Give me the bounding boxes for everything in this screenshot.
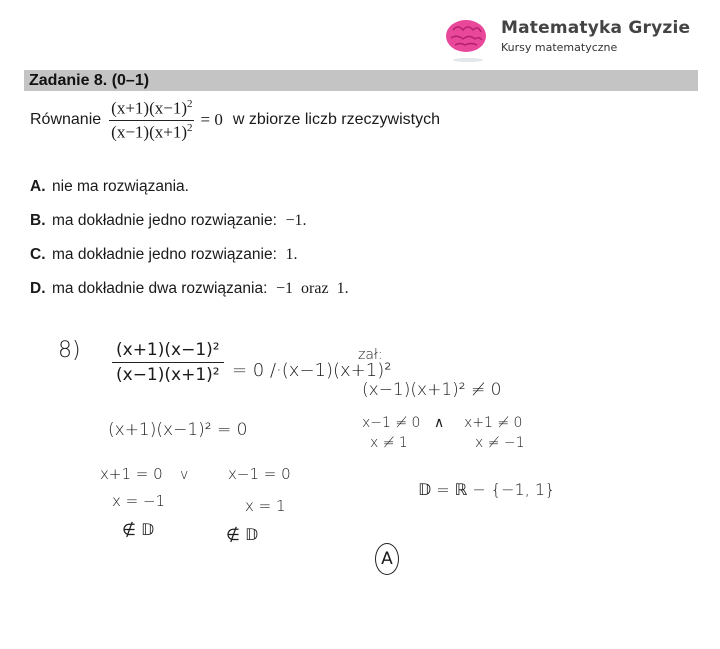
question-prefix: Równanie: [30, 111, 102, 129]
question-suffix: w zbiorze liczb rzeczywistych: [232, 111, 440, 129]
logo-title: Matematyka Gryzie: [501, 18, 691, 38]
case-right: x−1 = 0: [228, 465, 291, 483]
solution-multiply: = 0 /·(x−1)(x+1)²: [232, 360, 392, 381]
logo-subtitle: Kursy matematyczne: [501, 41, 618, 54]
question: [30, 98, 440, 142]
option-text: nie ma rozwiązania.: [52, 178, 189, 195]
not-in-domain-left: ∉ 𝔻: [122, 520, 155, 539]
option-a[interactable]: [30, 170, 349, 204]
brand-logo: [445, 18, 690, 54]
option-text: ma dokładnie jedno rozwiązanie:: [52, 246, 277, 263]
option-math: −1 oraz 1.: [276, 280, 349, 297]
option-text: ma dokładnie dwa rozwiązania:: [52, 280, 268, 297]
condition-left: x−1 ≠ 0: [362, 415, 421, 431]
solution-fraction: [112, 340, 224, 385]
equation-fraction: [109, 98, 194, 142]
solution-numerator: (x+1)(x−1)²: [112, 340, 224, 363]
option-text: ma dokładnie jedno rozwiązanie:: [52, 212, 277, 229]
domain-label: zał:: [358, 347, 383, 363]
brain-shadow: [453, 58, 483, 62]
task-header: Zadanie 8. (0–1): [24, 70, 698, 91]
equals-zero: = 0: [200, 110, 223, 130]
case-left-result: x = −1: [112, 492, 166, 510]
case-right-result: x = 1: [245, 497, 286, 515]
option-letter: D.: [30, 280, 46, 297]
simplified-equation: (x+1)(x−1)² = 0: [108, 420, 248, 440]
numerator: (x+1)(x−1): [111, 98, 187, 118]
domain-condition: (x−1)(x+1)² ≠ 0: [362, 380, 502, 400]
condition-left-result: x ≠ 1: [370, 435, 408, 451]
domain-result: 𝔻 = ℝ − {−1, 1}: [418, 480, 556, 499]
case-left: x+1 = 0: [100, 465, 163, 483]
option-c[interactable]: [30, 238, 349, 272]
denominator: (x−1)(x+1): [111, 122, 187, 142]
and-symbol: ∧: [434, 415, 445, 431]
option-d[interactable]: [30, 272, 349, 306]
option-math: −1.: [285, 212, 307, 229]
not-in-domain-right: ∉ 𝔻: [226, 525, 259, 544]
condition-right-result: x ≠ −1: [475, 435, 525, 451]
numerator-exponent: 2: [186, 98, 193, 110]
answer-circle: A: [375, 543, 399, 575]
option-letter: C.: [30, 246, 46, 263]
option-b[interactable]: [30, 204, 349, 238]
option-letter: B.: [30, 212, 46, 229]
solution-denominator: (x−1)(x+1)²: [116, 365, 220, 385]
condition-right: x+1 ≠ 0: [464, 415, 523, 431]
denominator-exponent: 2: [186, 121, 193, 134]
solution-number: 8): [58, 338, 81, 363]
brain-icon: [445, 18, 487, 54]
answer-options: [30, 170, 349, 306]
or-symbol: v: [180, 467, 189, 483]
option-letter: A.: [30, 178, 46, 195]
option-math: 1.: [285, 246, 298, 263]
